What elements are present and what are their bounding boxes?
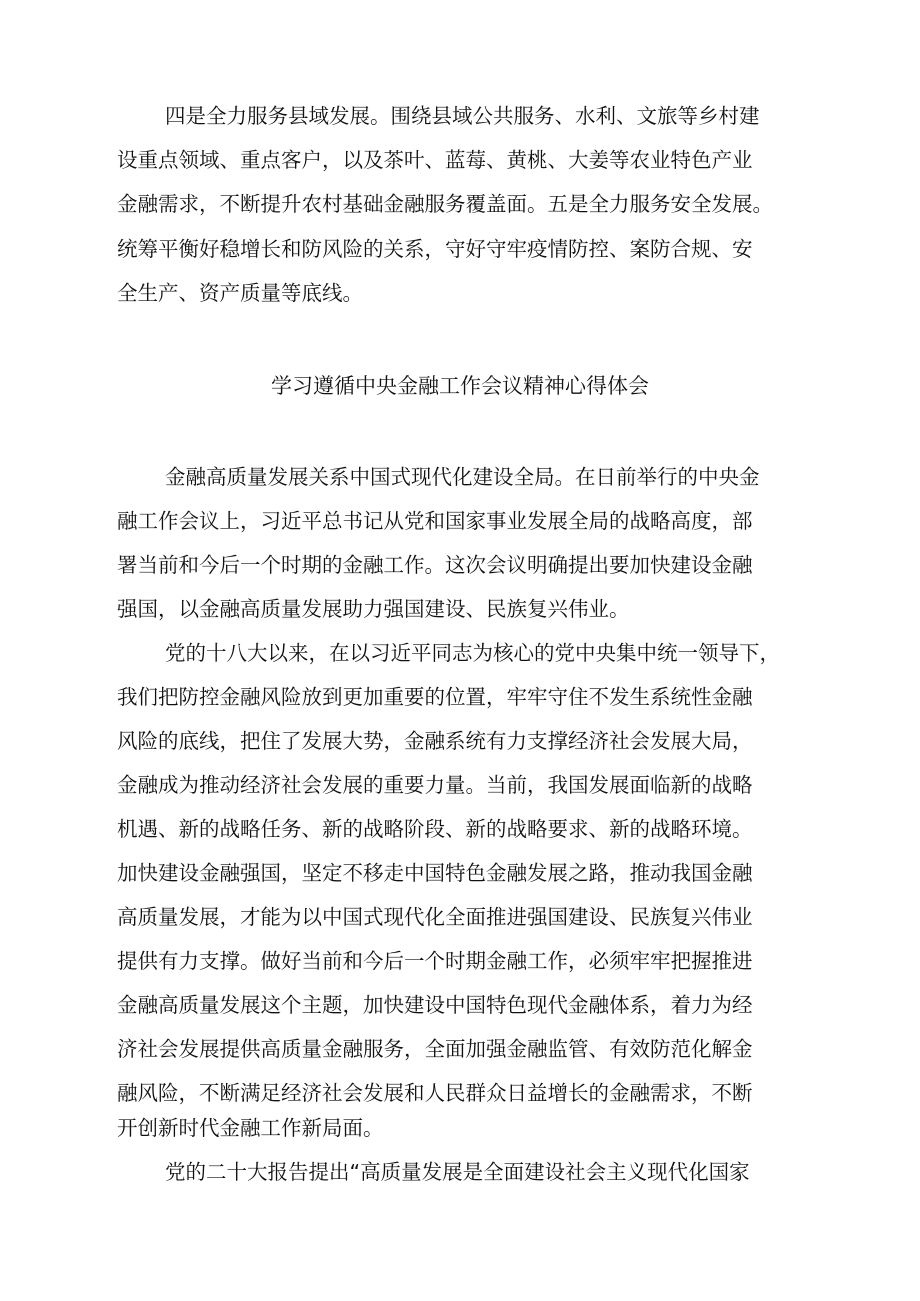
- paragraph2-line-9: 金融高质量发展这个主题，加快建设中国特色现代金融体系，着力为经: [117, 993, 753, 1017]
- paragraph2-line-11: 融风险，不断满足经济社会发展和人民群众日益增长的金融需求，不断: [117, 1081, 753, 1105]
- section1-line-1: 四是全力服务县域发展。围绕县域公共服务、水利、文旅等乡村建: [165, 104, 760, 128]
- paragraph2-line-12: 开创新时代金融工作新局面。: [117, 1116, 384, 1140]
- section1-line-4: 统筹平衡好稳增长和防风险的关系，守好守牢疫情防控、案防合规、安: [117, 237, 753, 261]
- section1-line-5: 全生产、资产质量等底线。: [117, 281, 363, 305]
- paragraph2-line-2: 我们把防控金融风险放到更加重要的位置，牢牢守住不发生系统性金融: [117, 685, 753, 709]
- paragraph1-line-3: 署当前和今后一个时期的金融工作。这次会议明确提出要加快建设金融: [117, 553, 753, 577]
- paragraph1-line-4: 强国，以金融高质量发展助力强国建设、民族复兴伟业。: [117, 597, 630, 621]
- paragraph1-line-1: 金融高质量发展关系中国式现代化建设全局。在日前举行的中央金: [165, 465, 760, 489]
- paragraph2-line-3: 风险的底线，把住了发展大势，金融系统有力支撑经济社会发展大局，: [117, 729, 753, 753]
- paragraph2-line-8: 提供有力支撑。做好当前和今后一个时期金融工作，必须牢牢把握推进: [117, 949, 753, 973]
- paragraph2-line-7: 高质量发展，才能为以中国式现代化全面推进强国建设、民族复兴伟业: [117, 905, 753, 929]
- paragraph2-line-5: 机遇、新的战略任务、新的战略阶段、新的战略要求、新的战略环境。: [117, 817, 753, 841]
- paragraph2-line-4: 金融成为推动经济社会发展的重要力量。当前，我国发展面临新的战略: [117, 773, 753, 797]
- paragraph3-lead-line: 党的二十大报告提出“高质量发展是全面建设社会主义现代化国家: [165, 1160, 750, 1184]
- article-title: 学习遵循中央金融工作会议精神心得体会: [271, 374, 649, 398]
- paragraph1-line-2: 融工作会议上，习近平总书记从党和国家事业发展全局的战略高度，部: [117, 509, 753, 533]
- section1-line-3: 金融需求，不断提升农村基础金融服务覆盖面。五是全力服务安全发展。: [117, 192, 773, 216]
- paragraph2-line-6: 加快建设金融强国，坚定不移走中国特色金融发展之路，推动我国金融: [117, 861, 753, 885]
- section1-line-2: 设重点领域、重点客户，以及茶叶、蓝莓、黄桃、大姜等农业特色产业: [117, 148, 753, 172]
- paragraph2-line-10: 济社会发展提供高质量金融服务，全面加强金融监管、有效防范化解金: [117, 1037, 753, 1061]
- paragraph2-line-1: 党的十八大以来，在以习近平同志为核心的党中央集中统一领导下，: [165, 641, 780, 665]
